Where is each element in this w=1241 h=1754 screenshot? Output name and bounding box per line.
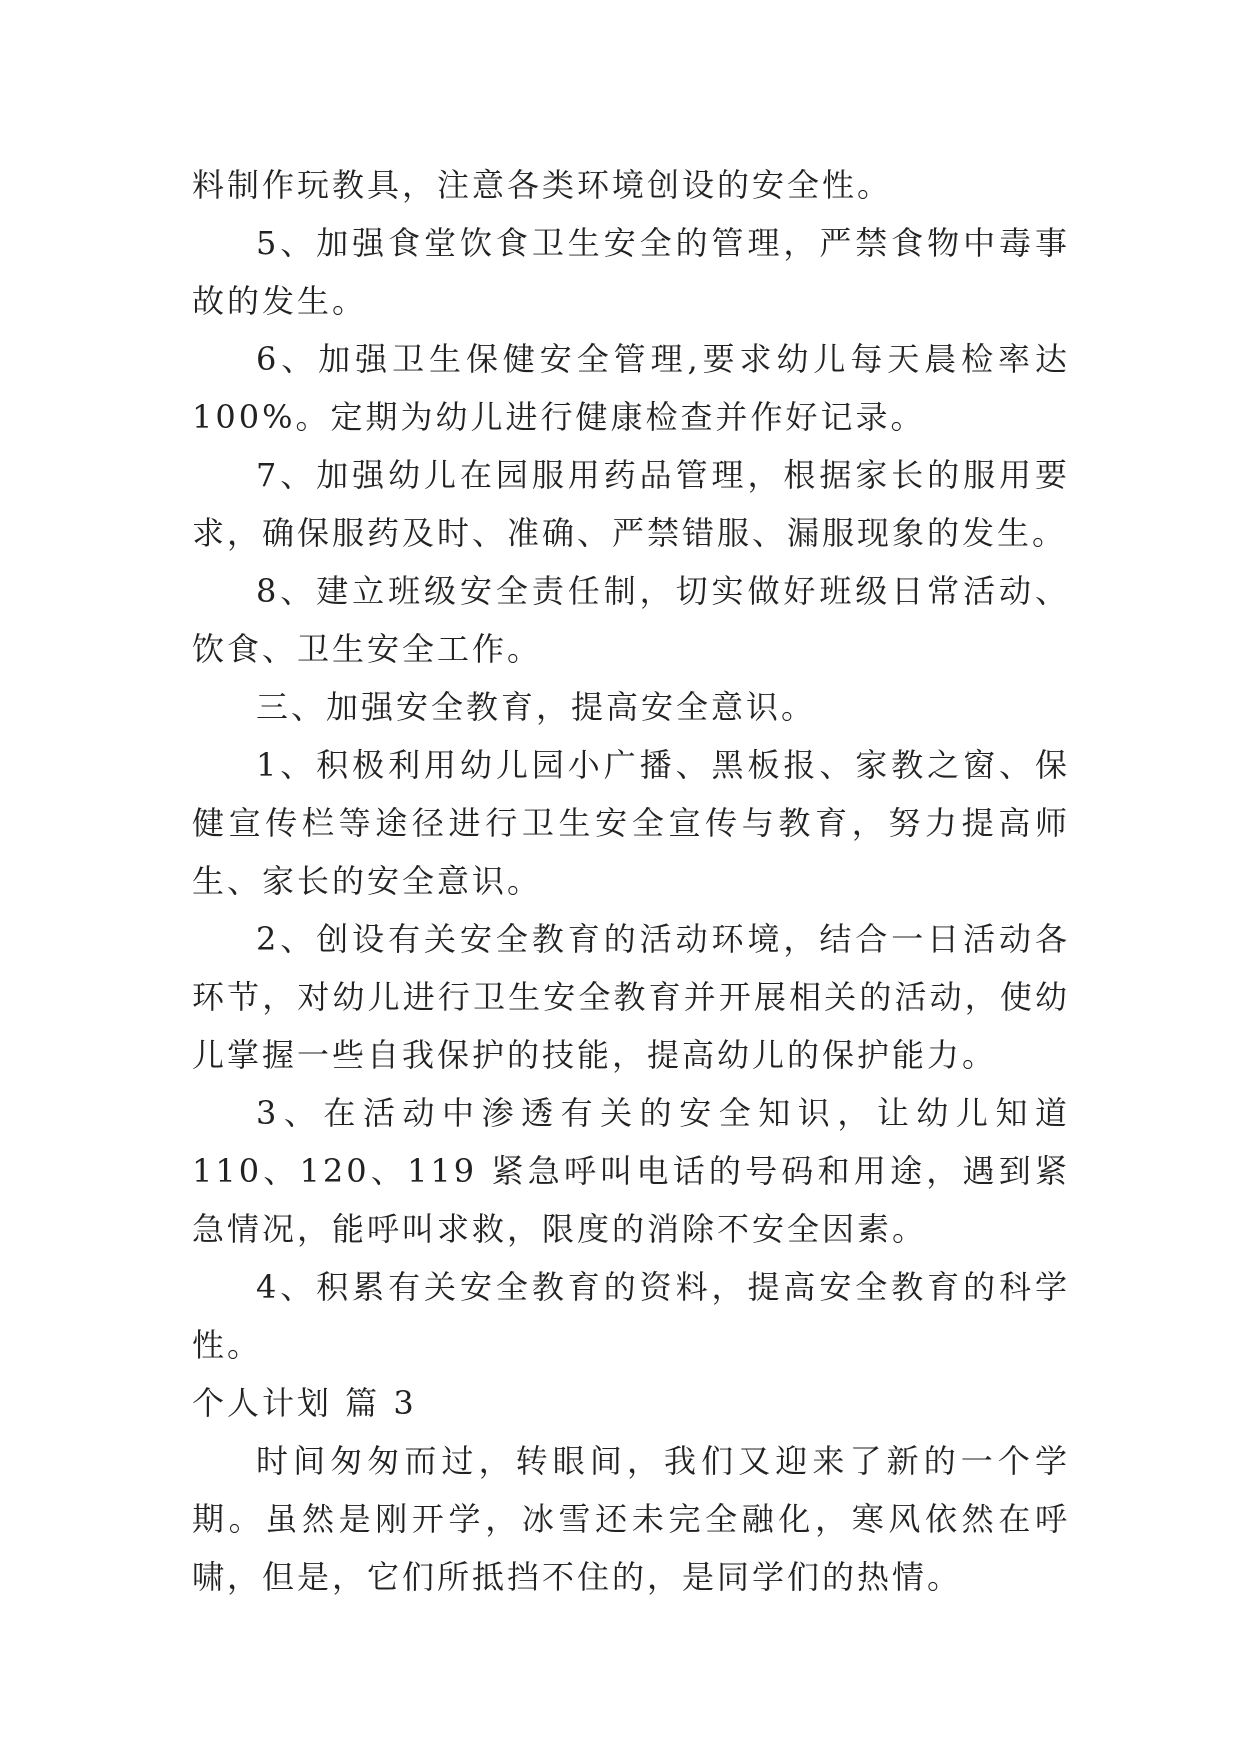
document-body [192,156,1070,1606]
paragraph-item-3: 3、在活动中渗透有关的安全知识，让幼儿知道 110、120、119 紧急呼叫电话的号码和用途，遇到紧急情况，能呼叫求救，限度的消除不安全因素。 [192,1094,1070,1248]
paragraph-item-2: 2、创设有关安全教育的活动环境，结合一日活动各环节，对幼儿进行卫生安全教育并开展相关的活动，使幼儿掌握一些自我保护的技能，提高幼儿的保护能力。 [192,920,1070,1074]
paragraph-item-4: 4、积累有关安全教育的资料，提高安全教育的科学性。 [192,1268,1070,1364]
paragraph-item-5: 5、加强食堂饮食卫生安全的管理，严禁食物中毒事故的发生。 [192,224,1070,320]
section-title-plan-3: 个人计划 篇 3 [192,1384,417,1422]
paragraph-item-7: 7、加强幼儿在园服用药品管理，根据家长的服用要求，确保服药及时、准确、严禁错服、漏服现象的发生。 [192,456,1070,552]
paragraph-intro: 时间匆匆而过，转眼间，我们又迎来了新的一个学期。虽然是刚开学，冰雪还未完全融化，寒风依然在呼啸，但是，它们所抵挡不住的，是同学们的热情。 [192,1442,1070,1596]
section-heading-three: 三、加强安全教育，提高安全意识。 [256,688,817,726]
paragraph-item-6: 6、加强卫生保健安全管理,要求幼儿每天晨检率达100%。定期为幼儿进行健康检查并作好记录。 [192,340,1070,436]
paragraph-item-1: 1、积极利用幼儿园小广播、黑板报、家教之窗、保健宣传栏等途径进行卫生安全宣传与教育，努力提高师生、家长的安全意识。 [192,746,1070,900]
paragraph-item-8: 8、建立班级安全责任制，切实做好班级日常活动、饮食、卫生安全工作。 [192,572,1070,668]
paragraph-continuation: 料制作玩教具，注意各类环境创设的安全性。 [192,166,893,204]
